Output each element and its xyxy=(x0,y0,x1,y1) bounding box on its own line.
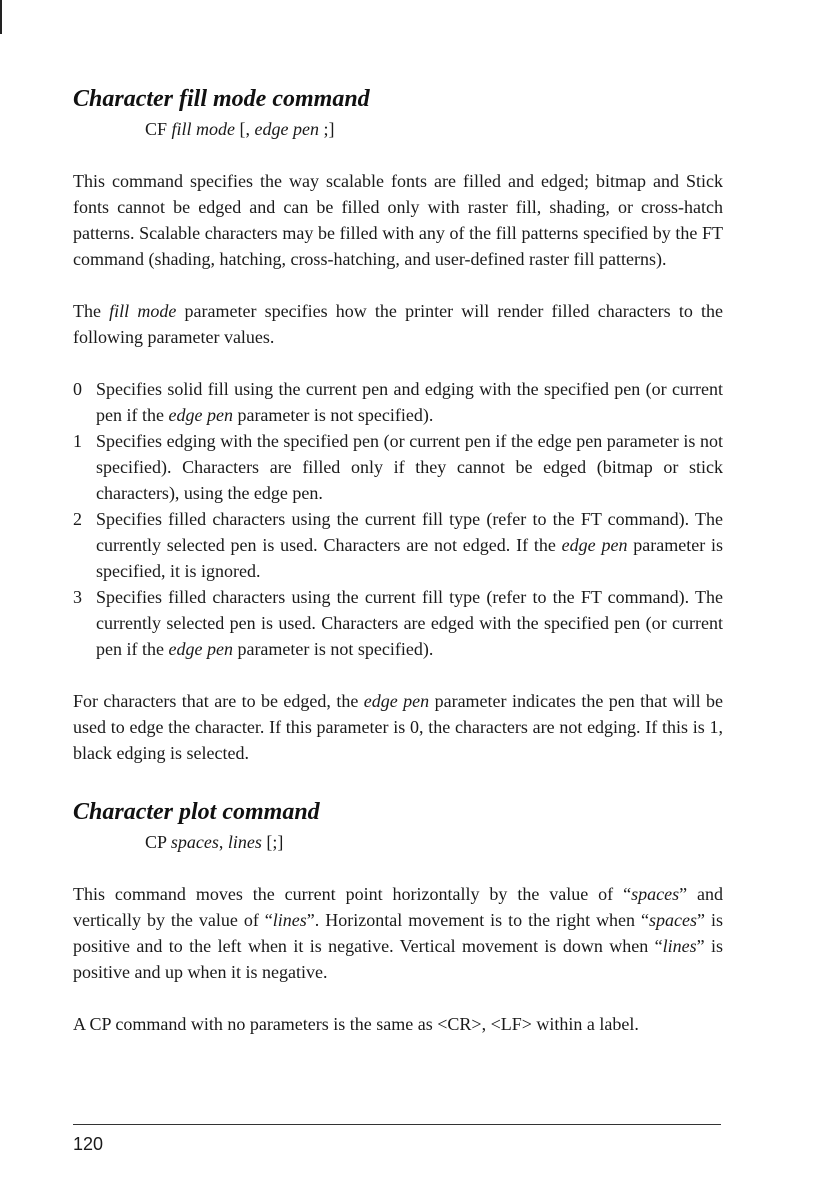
param-reference: edge pen xyxy=(168,405,233,425)
syntax-param: fill mode xyxy=(171,119,236,139)
document-page xyxy=(73,82,723,1037)
list-item-number: 2 xyxy=(73,509,82,529)
section-title-character-fill-mode: Character fill mode command xyxy=(73,86,370,112)
syntax-terminator: ;] xyxy=(319,119,335,139)
syntax-separator: , xyxy=(218,832,228,852)
page-footer xyxy=(73,1124,721,1155)
paragraph-cp-description: This command moves the current point horizontally by the value of “spaces” and vertically by the value of “lines”. Horizontal movement is to the right when “spaces” is positive and to the left when it is negative. Vertical movement is down when “lines” is positive and up when it is negative. xyxy=(73,884,724,982)
param-reference: fill mode xyxy=(109,301,177,321)
param-reference: spaces xyxy=(631,884,680,904)
param-reference: spaces xyxy=(649,910,698,930)
paragraph-cf-description: This command specifies the way scalable fonts are filled and edged; bitmap and Stick fonts cannot be edged and can be filled only with raster fill, shading, or cross-hatch patterns. Scalable characters may be filled with any of the fill patterns specified by the FT command (shading, hatching, cross-hatching, and user-defined raster fill patterns). xyxy=(73,171,723,269)
param-reference: lines xyxy=(272,910,307,930)
footer-rule xyxy=(73,1124,721,1125)
command-syntax-cp xyxy=(145,829,723,855)
syntax-separator: [, xyxy=(235,119,255,139)
fill-mode-values-list xyxy=(73,376,723,662)
page-number: 120 xyxy=(73,1134,104,1154)
syntax-param: spaces xyxy=(170,832,219,852)
syntax-param: lines xyxy=(227,832,262,852)
param-reference: lines xyxy=(662,936,697,956)
list-item-number: 0 xyxy=(73,379,82,399)
list-item: 0 Specifies solid fill using the current pen and edging with the specified pen (or current pen if the edge pen parameter is not specified). xyxy=(73,376,723,428)
paragraph-cp-no-params: A CP command with no parameters is the same as <CR>, <LF> within a label. xyxy=(73,1014,639,1034)
param-reference: edge pen xyxy=(168,639,233,659)
list-item-number: 1 xyxy=(73,431,82,451)
syntax-command: CF xyxy=(145,119,172,139)
command-syntax-cf xyxy=(145,116,723,142)
syntax-terminator: [;] xyxy=(261,832,284,852)
paragraph-fill-mode-intro: The fill mode parameter specifies how the printer will render filled characters to the following parameter values. xyxy=(73,301,723,347)
param-reference: edge pen xyxy=(363,691,430,711)
syntax-param: edge pen xyxy=(254,119,319,139)
section-title-character-plot: Character plot command xyxy=(73,799,320,825)
param-reference: edge pen xyxy=(561,535,628,555)
scan-edge-mark xyxy=(0,0,2,34)
list-item-number: 3 xyxy=(73,587,82,607)
list-item: 1 Specifies edging with the specified pen (or current pen if the edge pen parameter is not specified). Characters are filled only if they cannot be edged (bitmap or stick characters), using the edge pen. xyxy=(73,428,723,506)
list-item: 2 Specifies filled characters using the current fill type (refer to the FT command). The currently selected pen is used. Characters are not edged. If the edge pen parameter is specified, it is ignored. xyxy=(73,506,723,584)
list-item: 3 Specifies filled characters using the current fill type (refer to the FT command). The currently selected pen is used. Characters are edged with the specified pen (or current pen if the edge pen parameter is not specified). xyxy=(73,584,723,662)
syntax-command: CP xyxy=(145,832,171,852)
paragraph-edge-pen-description: For characters that are to be edged, the edge pen parameter indicates the pen that will be used to edge the character. If this parameter is 0, the characters are not edging. If this is 1, black edging is selected. xyxy=(73,691,724,763)
